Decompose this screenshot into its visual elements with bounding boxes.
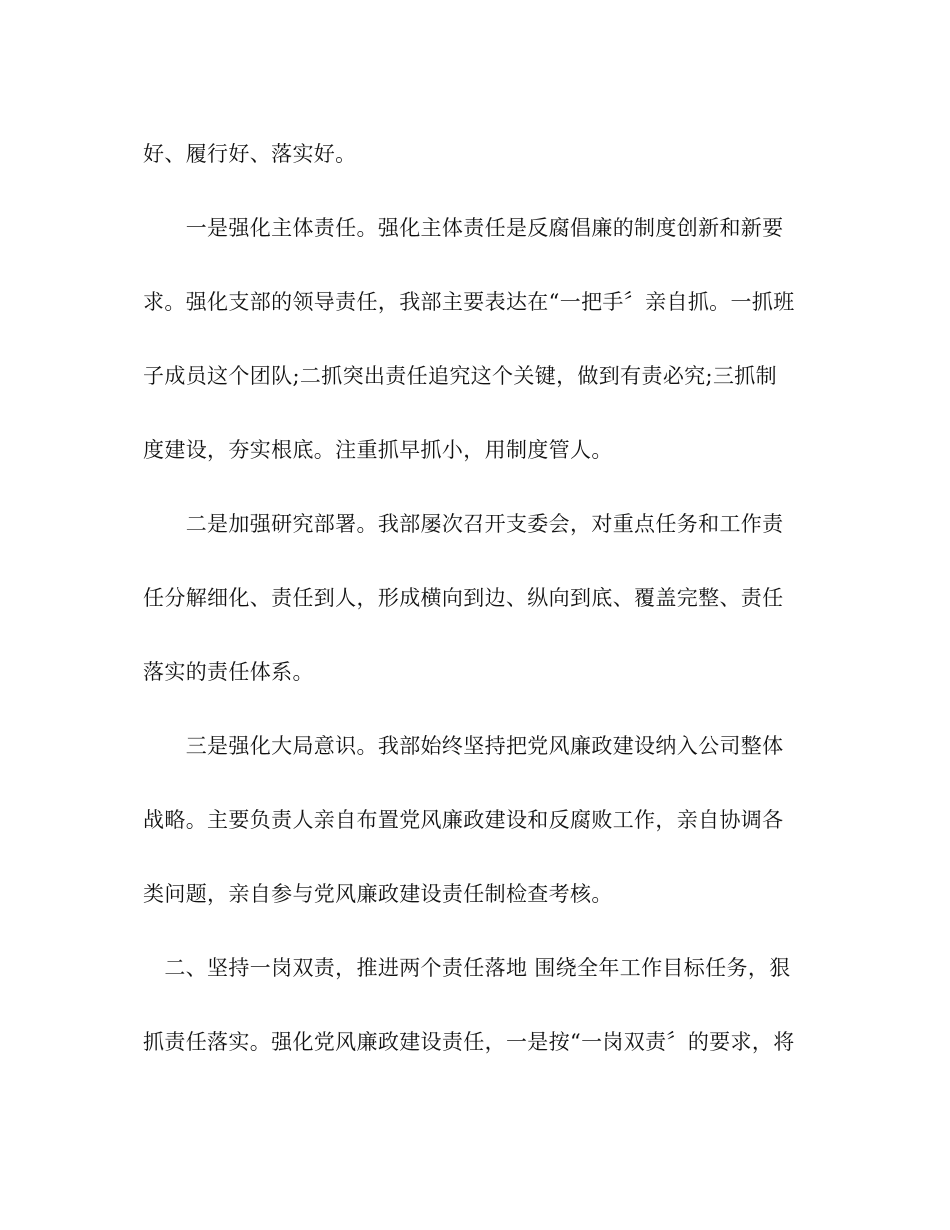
text-line-9: 三是强化大局意识。我部始终坚持把党风廉政建设纳入公司整体 (143, 734, 784, 758)
text-line-12: 二、坚持一岗双责，推进两个责任落地 围绕全年工作目标任务，狠 (143, 956, 791, 980)
text-line-10: 战略。主要负责人亲自布置党风廉政建设和反腐败工作，亲自协调各 (143, 808, 784, 832)
text-line-3: 求。强化支部的领导责任，我部主要表达在“一把手〞亲自抓。一抓班 (143, 290, 795, 314)
text-line-6: 二是加强研究部署。我部屡次召开支委会，对重点任务和工作责 (143, 512, 784, 536)
text-line-8: 落实的责任体系。 (143, 660, 314, 684)
text-line-7: 任分解细化、责任到人，形成横向到边、纵向到底、覆盖完整、责任 (143, 586, 784, 610)
text-line-13: 抓责任落实。强化党风廉政建设责任，一是按“一岗双责〞的要求，将 (143, 1030, 795, 1054)
text-line-4: 子成员这个团队;二抓突出责任追究这个关键，做到有责必究;三抓制 (143, 364, 777, 388)
text-line-1: 好、履行好、落实好。 (143, 142, 357, 166)
text-line-11: 类问题，亲自参与党风廉政建设责任制检查考核。 (143, 882, 613, 906)
text-line-5: 度建设，夯实根底。注重抓早抓小，用制度管人。 (143, 438, 613, 462)
text-line-2: 一是强化主体责任。强化主体责任是反腐倡廉的制度创新和新要 (143, 216, 784, 240)
